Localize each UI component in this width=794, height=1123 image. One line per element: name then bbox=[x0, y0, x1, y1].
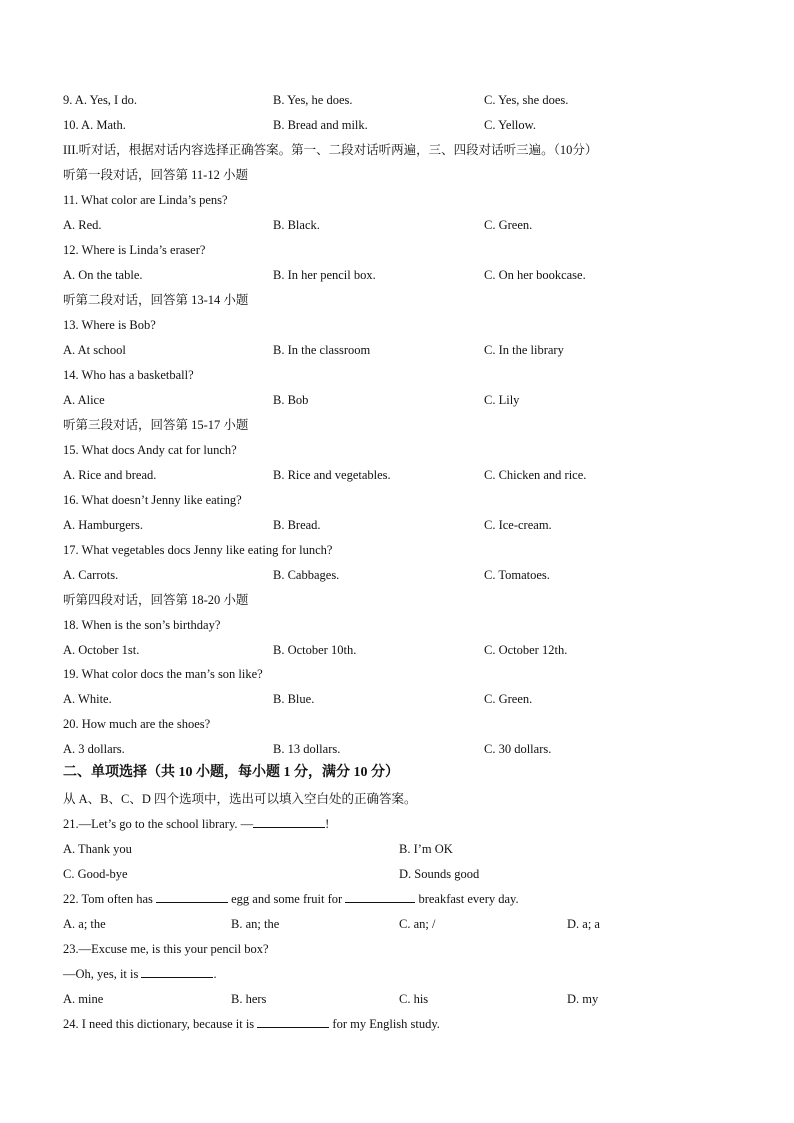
answer-option: B. Yes, he does. bbox=[273, 93, 353, 107]
answer-option: C. 30 dollars. bbox=[484, 742, 552, 756]
answer-option: C. In the library bbox=[484, 343, 564, 357]
question-text-part: egg and some fruit for bbox=[227, 892, 346, 906]
answer-option: B. I’m OK bbox=[399, 842, 453, 856]
question-text: 听第四段对话，回答第 18-20 小题 bbox=[63, 593, 249, 607]
answer-option: 9. A. Yes, I do. bbox=[63, 93, 137, 107]
question-with-blank bbox=[63, 891, 519, 907]
answer-option: C. Tomatoes. bbox=[484, 568, 550, 582]
question-with-blank bbox=[63, 966, 217, 982]
question-text: 23.—Excuse me, is this your pencil box? bbox=[63, 942, 269, 956]
answer-option: C. On her bookcase. bbox=[484, 268, 586, 282]
question-with-blank bbox=[63, 816, 329, 832]
question-text: 18. When is the son’s birthday? bbox=[63, 618, 221, 632]
answer-option: A. Rice and bread. bbox=[63, 468, 157, 482]
answer-option: B. In her pencil box. bbox=[273, 268, 376, 282]
answer-option: A. mine bbox=[63, 992, 104, 1006]
question-text: III.听对话，根据对话内容选择正确答案。第一、二段对话听两遍，三、四段对话听三遍。（10分） bbox=[63, 143, 598, 157]
answer-option: A. a; the bbox=[63, 917, 106, 931]
answer-option: C. Green. bbox=[484, 218, 533, 232]
question-text: 20. How much are the shoes? bbox=[63, 717, 211, 731]
answer-option: C. Lily bbox=[484, 393, 520, 407]
answer-option: A. Thank you bbox=[63, 842, 132, 856]
answer-option: C. October 12th. bbox=[484, 643, 568, 657]
answer-blank bbox=[257, 1016, 329, 1028]
question-text: 11. What color are Linda’s pens? bbox=[63, 193, 228, 207]
question-text: 16. What doesn’t Jenny like eating? bbox=[63, 493, 242, 507]
question-text-part: ! bbox=[325, 817, 330, 831]
question-text: 听第三段对话，回答第 15-17 小题 bbox=[63, 418, 249, 432]
answer-blank bbox=[253, 816, 325, 828]
answer-option: C. Ice-cream. bbox=[484, 518, 552, 532]
answer-option: A. On the table. bbox=[63, 268, 143, 282]
answer-option: A. Hamburgers. bbox=[63, 518, 143, 532]
answer-option: A. 3 dollars. bbox=[63, 742, 125, 756]
question-text: 19. What color docs the man’s son like? bbox=[63, 667, 263, 681]
answer-option: 10. A. Math. bbox=[63, 118, 126, 132]
answer-option: B. In the classroom bbox=[273, 343, 371, 357]
answer-option: A. At school bbox=[63, 343, 126, 357]
section-heading: 二、单项选择（共 10 小题，每小题 1 分，满分 10 分） bbox=[63, 765, 399, 780]
answer-option: D. my bbox=[567, 992, 599, 1006]
answer-blank bbox=[141, 966, 213, 978]
question-text: 听第一段对话，回答第 11-12 小题 bbox=[63, 168, 248, 182]
answer-option: C. Yellow. bbox=[484, 118, 536, 132]
answer-option: A. October 1st. bbox=[63, 643, 140, 657]
question-text: 14. Who has a basketball? bbox=[63, 368, 194, 382]
answer-option: B. Rice and vegetables. bbox=[273, 468, 391, 482]
question-with-blank bbox=[63, 1016, 440, 1032]
question-text-part: for my English study. bbox=[329, 1017, 440, 1031]
answer-option: B. 13 dollars. bbox=[273, 742, 341, 756]
answer-option: B. Blue. bbox=[273, 692, 315, 706]
answer-option: A. White. bbox=[63, 692, 112, 706]
question-text: 17. What vegetables docs Jenny like eating for lunch? bbox=[63, 543, 333, 557]
question-text: 听第二段对话，回答第 13-14 小题 bbox=[63, 293, 249, 307]
answer-option: C. an; / bbox=[399, 917, 436, 931]
answer-option: C. Green. bbox=[484, 692, 533, 706]
answer-option: B. hers bbox=[231, 992, 267, 1006]
answer-option: B. Bread. bbox=[273, 518, 321, 532]
answer-option: A. Alice bbox=[63, 393, 105, 407]
answer-option: B. October 10th. bbox=[273, 643, 357, 657]
question-text: 13. Where is Bob? bbox=[63, 318, 156, 332]
answer-option: D. Sounds good bbox=[399, 867, 480, 881]
answer-option: A. Carrots. bbox=[63, 568, 119, 582]
question-text-part: 24. I need this dictionary, because it is bbox=[63, 1017, 258, 1031]
question-text-part: breakfast every day. bbox=[415, 892, 519, 906]
answer-blank bbox=[156, 891, 228, 903]
answer-option: B. an; the bbox=[231, 917, 280, 931]
answer-option: C. his bbox=[399, 992, 429, 1006]
question-text-part: 22. Tom often has bbox=[63, 892, 156, 906]
answer-option: B. Black. bbox=[273, 218, 320, 232]
question-text: 12. Where is Linda’s eraser? bbox=[63, 243, 206, 257]
answer-option: D. a; a bbox=[567, 917, 600, 931]
question-text: 从 A、B、C、D 四个选项中，选出可以填入空白处的正确答案。 bbox=[63, 792, 417, 806]
question-text-part: . bbox=[213, 967, 217, 981]
question-text: 15. What docs Andy cat for lunch? bbox=[63, 443, 237, 457]
question-text-part: —Oh, yes, it is bbox=[63, 967, 142, 981]
answer-option: C. Yes, she does. bbox=[484, 93, 569, 107]
answer-option: C. Good-bye bbox=[63, 867, 128, 881]
answer-option: A. Red. bbox=[63, 218, 102, 232]
answer-option: B. Cabbages. bbox=[273, 568, 340, 582]
answer-option: B. Bread and milk. bbox=[273, 118, 368, 132]
question-text-part: 21.—Let’s go to the school library. — bbox=[63, 817, 254, 831]
answer-option: B. Bob bbox=[273, 393, 309, 407]
answer-option: C. Chicken and rice. bbox=[484, 468, 587, 482]
answer-blank bbox=[345, 891, 415, 903]
